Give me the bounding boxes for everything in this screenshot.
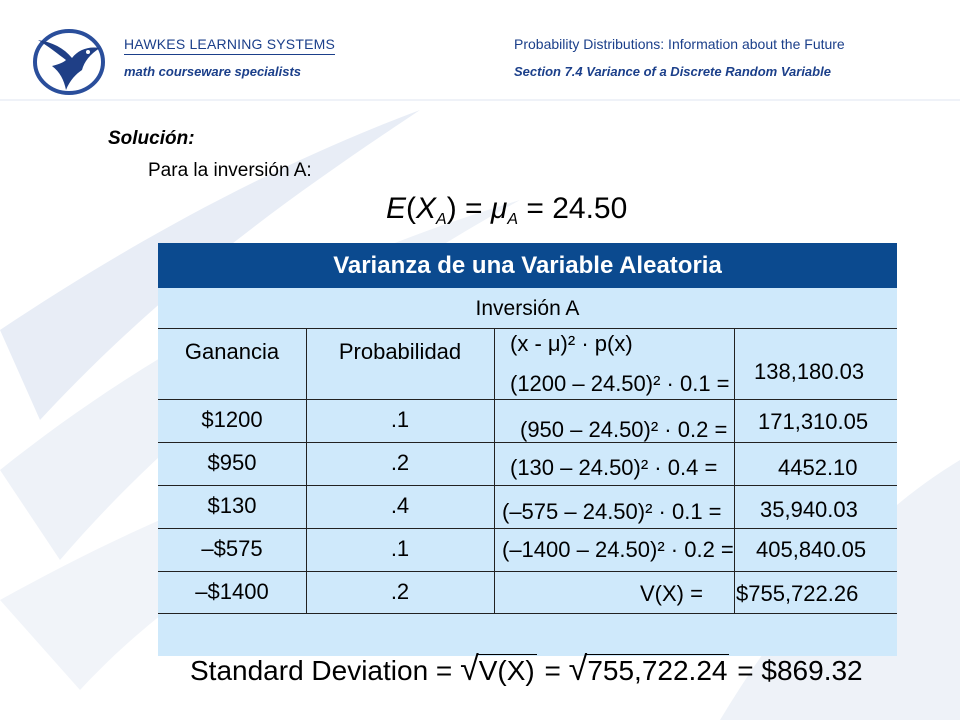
header <box>0 0 960 100</box>
intro-text: Para la inversión A: <box>148 160 312 181</box>
hawk-logo-icon <box>30 24 108 96</box>
result-cell: 35,940.03 <box>760 497 858 522</box>
result-cell: 4452.10 <box>778 455 858 480</box>
standard-deviation-equation: Standard Deviation = √V(X) = √755,722.24 = $869.32 <box>190 650 863 688</box>
expectation-equation: $E(X_A) = \mu_A = 24.50$ <box>386 192 628 228</box>
gain-cell: $130 <box>207 493 257 518</box>
gain-cell: –$575 <box>201 536 263 561</box>
gain-cell: $1200 <box>201 407 263 432</box>
prob-cell: .2 <box>390 579 410 604</box>
variance-table <box>158 243 897 656</box>
grid-line <box>158 528 897 529</box>
solution-label: Solución: <box>108 128 195 149</box>
prob-cell: .1 <box>390 407 410 432</box>
calc-cell: (1200 – 24.50)² · 0.1 = <box>510 371 730 396</box>
variance-label: V(X) = <box>640 581 703 606</box>
calc-cell: (–575 – 24.50)² · 0.1 = <box>502 499 722 524</box>
col-header-probability: Probabilidad <box>338 339 462 364</box>
table-title: Varianza de una Variable Aleatoria <box>158 243 897 288</box>
grid-line <box>158 485 897 486</box>
prob-cell: .1 <box>390 536 410 561</box>
result-cell: 138,180.03 <box>754 359 865 384</box>
calc-cell: (950 – 24.50)² · 0.2 = <box>520 417 728 442</box>
section-title: Section 7.4 Variance of a Discrete Random Variable <box>514 64 831 79</box>
prob-cell: .4 <box>390 493 410 518</box>
calc-cell: (130 – 24.50)² · 0.4 = <box>510 455 718 480</box>
course-title: Probability Distributions: Information about the Future <box>514 36 845 52</box>
result-cell: 171,310.05 <box>758 409 869 434</box>
result-cell: 405,840.05 <box>756 537 867 562</box>
table-subtitle: Inversión A <box>158 288 897 329</box>
calc-cell: (–1400 – 24.50)² · 0.2 = <box>502 537 734 562</box>
gain-cell: $950 <box>207 450 257 475</box>
company-tagline: math courseware specialists <box>124 64 302 79</box>
grid-line <box>158 399 897 400</box>
formula-header: (x - μ)² · p(x) <box>510 331 633 356</box>
grid-line <box>158 571 897 572</box>
prob-cell: .2 <box>390 450 410 475</box>
variance-value: $755,722.26 <box>736 581 859 606</box>
col-header-gain: Ganancia <box>184 339 280 364</box>
grid-line <box>158 613 897 614</box>
company-name: HAWKES LEARNING SYSTEMS <box>124 36 335 55</box>
gain-cell: –$1400 <box>195 579 269 604</box>
